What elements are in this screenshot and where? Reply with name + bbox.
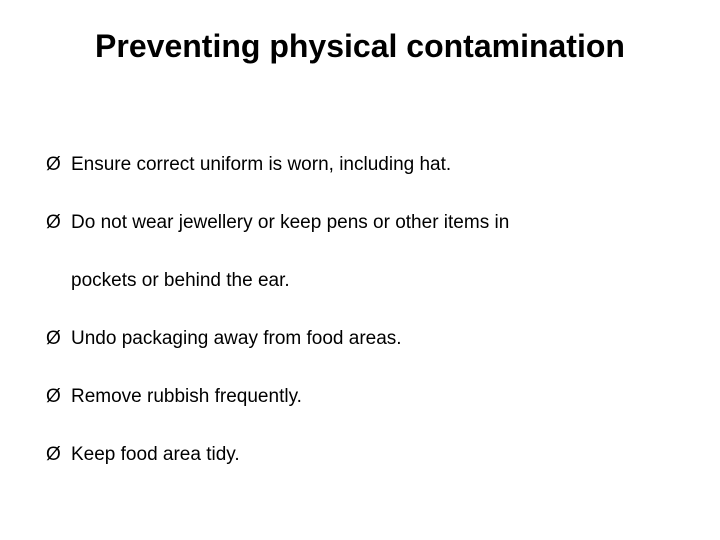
arrow-bullet-icon: Ø — [46, 154, 61, 175]
bullet-text: Do not wear jewellery or keep pens or other items in — [71, 212, 510, 233]
bullet-text: Undo packaging away from food areas. — [71, 328, 402, 349]
bullet-item-tidy — [46, 440, 686, 469]
bullet-text: Keep food area tidy. — [71, 444, 240, 465]
arrow-bullet-icon: Ø — [46, 386, 61, 407]
bullet-item-packaging — [46, 324, 686, 353]
bullet-item-rubbish — [46, 382, 686, 411]
bullet-text: Ensure correct uniform is worn, including hat. — [71, 154, 452, 175]
bullet-item-uniform — [46, 150, 686, 179]
slide-title: Preventing physical contamination — [95, 28, 625, 64]
arrow-bullet-icon: Ø — [46, 444, 61, 465]
bullet-text: Remove rubbish frequently. — [71, 386, 302, 407]
bullet-item-jewellery — [46, 208, 686, 295]
arrow-bullet-icon: Ø — [46, 328, 61, 349]
arrow-bullet-icon: Ø — [46, 212, 61, 233]
bullet-list — [46, 150, 686, 469]
bullet-text-continuation: pockets or behind the ear. — [71, 270, 290, 291]
